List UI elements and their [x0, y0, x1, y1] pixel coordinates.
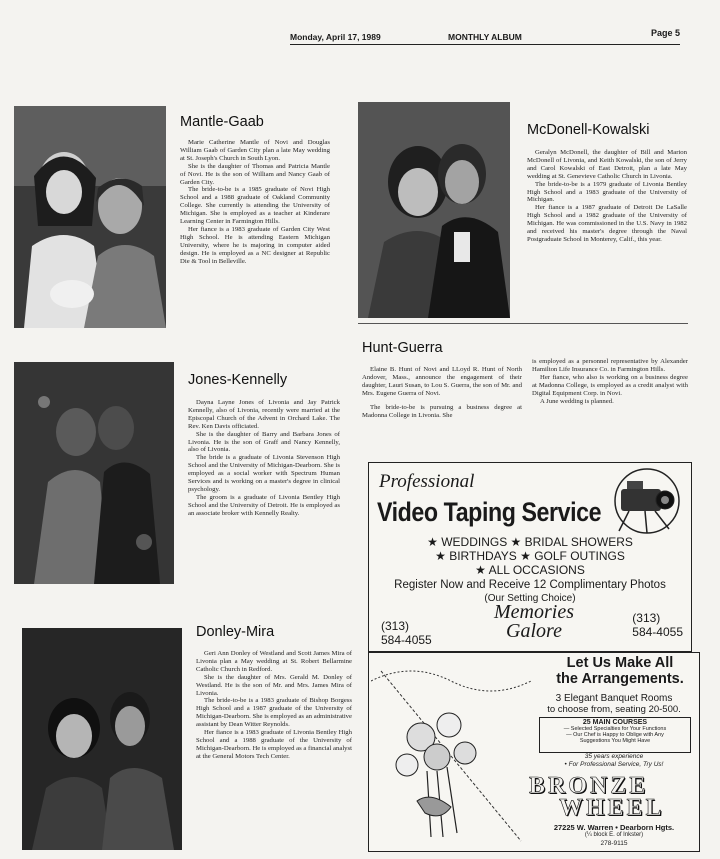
column-divider: [358, 323, 688, 324]
jones-kennelly-photo: [14, 362, 174, 584]
ad-phone-right-area: (313): [632, 611, 661, 625]
hunt-paragraph-1: Elaine B. Hunt of Novi and LLoyd R. Hunt of North Andover, Mass., announce the engagement of their daughter, Lauri Susan, to Lou S. Guerra, the son of Mr. and Mrs. Eugene Guerra of Novi.: [362, 366, 522, 397]
mantle-paragraph-1: Marie Catherine Mantle of Novi and Douglas William Gaab of Garden City plan a late May wedding at St. Joseph's Church in South Lyon.: [180, 139, 330, 162]
address-line: 27225 W. Warren • Dearborn Hgts.: [553, 823, 675, 832]
video-camera-icon: [599, 467, 687, 537]
mcdonell-kowalski-photo: [358, 102, 510, 318]
memories-galore-logo: [469, 603, 599, 641]
box-line-2: — Our Chef is Happy to Oblige with Any: [566, 732, 664, 738]
mantle-paragraph-4: Her fiance is a 1983 graduate of Garden City West High School. He is attending Eastern Michigan University, where he is majoring in computer aided design. He is employed as a NC designer at Republic Die & Tool in Belleville.: [180, 225, 330, 265]
hunt-paragraph-3: is employed as a personnel representative by Alexander Hamilton Life Insurance Co. in Farmington Hills.: [532, 358, 688, 373]
ad-professional-script: Professional: [379, 471, 475, 492]
headline-line-2: the Arrangements.: [556, 671, 684, 687]
box-line-1: — Selected Specialties for Your Functions: [563, 726, 667, 732]
bronze-wheel-ad: [368, 652, 700, 852]
donley-mira-title: Donley-Mira: [196, 624, 275, 640]
ad-line-occasions: ★ ALL OCCASIONS: [475, 563, 585, 577]
hunt-guerra-title: Hunt-Guerra: [362, 340, 443, 356]
hunt-paragraph-2: The bride-to-be is pursuing a business degree at Madonna College in Livonia. She: [362, 403, 522, 419]
bronze-logo-word: BRONZE: [529, 773, 649, 799]
mcdonell-paragraph-3: Her fiance is a 1987 graduate of Detroit De LaSalle High School and a 1982 graduate of the University of Michigan. He was commissioned in the U.S. Navy in 1982 and received his master's degree through the Naval Postgraduate School in Monterey, Calif., this year.: [527, 204, 687, 243]
ad-phone-right-number: 584-4055: [632, 625, 683, 639]
jones-kennelly-title: Jones-Kennelly: [188, 372, 288, 388]
logo-line-1: Memories: [494, 601, 574, 623]
hunt-guerra-text-col1: [362, 366, 522, 419]
jones-paragraph-4: The groom is a graduate of Livonia Bentley High School and the University of Detroit. He is employed as an associate broker with Kennelly Realty.: [188, 493, 340, 517]
try-us-line: • For Professional Service, Try Us!: [564, 761, 664, 768]
flower-bouquet-icon: [371, 661, 531, 847]
hunt-paragraph-5: A June wedding is planned.: [540, 397, 614, 405]
ad-line-weddings: ★ WEDDINGS ★ BRIDAL SHOWERS: [427, 535, 633, 549]
ad-line-register: Register Now and Receive 12 Complimentary Photos: [394, 579, 666, 591]
ad-video-headline: Video Taping Service: [377, 497, 602, 527]
page-header: [290, 30, 680, 45]
donley-mira-text: [196, 650, 352, 761]
donley-paragraph-4: Her fiance is a 1983 graduate of Livonia Bentley High School and a 1988 graduate of the University of Michigan-Dearborn. He is employed as a financial analyst at the General Motors Tech Center.: [196, 729, 352, 760]
mantle-gaab-photo: [14, 106, 166, 328]
mcdonell-kowalski-title: McDonell-Kowalski: [527, 122, 650, 138]
video-taping-ad: [368, 462, 692, 652]
cross-street-line: (¼ block E. of Inkster): [584, 832, 644, 838]
mcdonell-paragraph-2: The bride-to-be is a 1979 graduate of Livonia Bentley High School and a 1983 graduate of the University of Michigan.: [527, 180, 687, 204]
donley-paragraph-1: Geri Ann Donley of Westland and Scott James Mira of Livonia plan a May wedding at St. Robert Bellarmine Catholic Church in Redford.: [196, 650, 352, 673]
box-title: 25 MAIN COURSES: [582, 719, 648, 726]
donley-paragraph-3: The bride-to-be is a 1983 graduate of Bishop Borgess High School and a 1987 graduate of the University of Michigan-Dearborn. She is employed as an administrative assistant by Dean Witter Reynolds.: [196, 697, 352, 729]
ad-phone-left-area: (313): [381, 619, 410, 633]
mantle-gaab-title: Mantle-Gaab: [180, 114, 264, 130]
page-number: Page 5: [650, 28, 680, 38]
mantle-gaab-text: [180, 139, 330, 266]
couple-portrait-image: [358, 102, 510, 318]
bronze-headline: [545, 655, 695, 687]
hunt-guerra-text-col2: [532, 358, 688, 405]
couple-portrait-image: [14, 106, 166, 328]
ad-phone-left: [381, 619, 432, 647]
hunt-paragraph-4: Her fiance, who also is working on a business degree at Madonna College, is employed as a credit analyst with Digital Equipment Corp. in Novi.: [532, 373, 688, 397]
ad-line-setting: (Our Setting Choice): [484, 593, 576, 604]
ad-phone-right: [632, 611, 683, 639]
donley-paragraph-2: She is the daughter of Mrs. Gerald M. Donley of Westland. He is the son of Mr. and Mrs. James Mira of Livonia.: [196, 673, 352, 697]
mantle-paragraph-3: The bride-to-be is a 1985 graduate of Novi High School and a 1988 graduate of Oakland Community College. She currently is attending the University of Michigan. She is employed as a teacher at Kinderare Learning Center in Farmington Hills.: [180, 186, 330, 226]
mcdonell-paragraph-1: Geralyn McDonell, the daughter of Bill and Marion McDonell of Livonia, and Keith Kowalski, the son of Jerry and Carol Kowalski of East Detroit, plan a late May wedding at St. Genevieve Catholic Church in Livonia.: [527, 149, 687, 180]
logo-line-2: Galore: [506, 620, 562, 642]
mcdonell-kowalski-text: [527, 149, 687, 244]
issue-date: Monday, April 17, 1989: [290, 32, 381, 42]
wheel-logo-word: WHEEL: [559, 795, 665, 821]
couple-portrait-image: [14, 362, 174, 584]
jones-kennelly-text: [188, 399, 340, 518]
rooms-line-1: 3 Elegant Banquet Rooms: [555, 693, 673, 704]
ad-line-birthdays: ★ BIRTHDAYS ★ GOLF OUTINGS: [435, 549, 625, 563]
ad-phone-left-number: 584-4055: [381, 633, 432, 647]
jones-paragraph-2: She is the daughter of Barry and Barbara Jones of Livonia. He is the son of Graff and Nancy Kennelly, also of Livonia.: [188, 430, 340, 454]
box-line-3: Suggestions You Might Have: [579, 738, 651, 744]
publication-name: MONTHLY ALBUM: [448, 32, 522, 42]
bronze-phone: 278-9115: [600, 840, 628, 847]
donley-mira-photo: [22, 628, 182, 850]
main-courses-box: [539, 717, 691, 753]
rooms-line-2: to choose from, seating 20-500.: [547, 704, 681, 715]
mantle-paragraph-2: She is the daughter of Thomas and Patricia Mantle of Novi. He is the son of William and Nancy Gaab of Garden City.: [180, 162, 330, 186]
headline-line-1: Let Us Make All: [566, 655, 674, 671]
jones-paragraph-3: The bride is a graduate of Livonia Stevenson High School and the University of Michigan-Dearborn. She is employed as a social worker with Spectrum Human Services and is working on a master's degree in clinical psychology.: [188, 454, 340, 493]
experience-line: 35 years experience: [584, 753, 644, 760]
couple-portrait-image: [22, 628, 182, 850]
jones-paragraph-1: Dayna Layne Jones of Livonia and Jay Patrick Kennelly, also of Livonia, recently were married at the Episcopal Church of the Advent in Orchard Lake. The Rev. Ken Davis officiated.: [188, 399, 340, 430]
